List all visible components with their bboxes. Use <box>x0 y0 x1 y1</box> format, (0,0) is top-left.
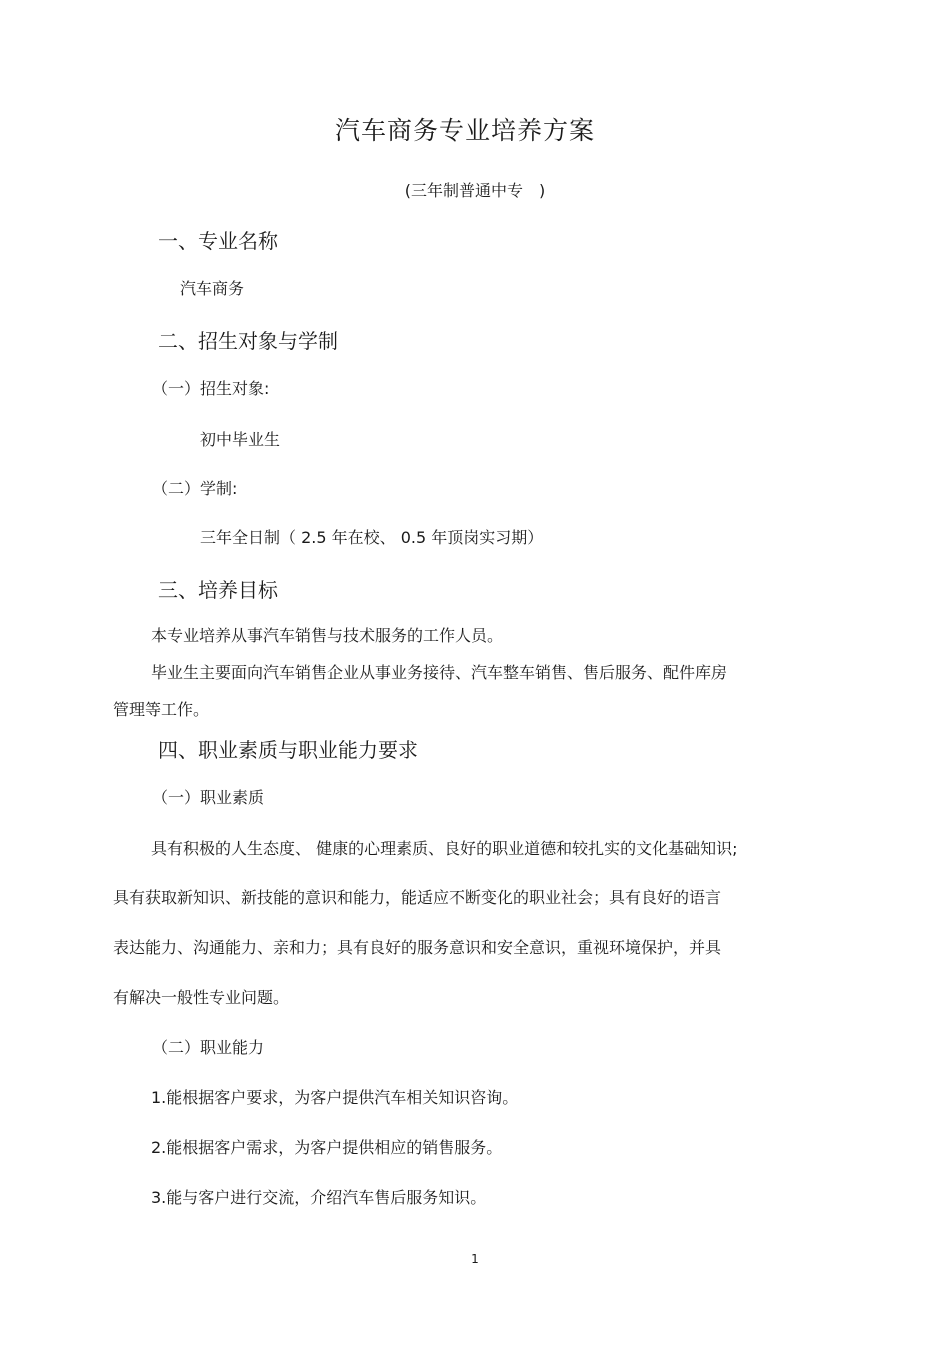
paragraph: 具有积极的人生态度、 健康的心理素质、良好的职业道德和较扎实的文化基础知识; <box>151 839 738 858</box>
document-subtitle: (三年制普通中专 ) <box>404 181 546 200</box>
subsection-heading: （二）学制: <box>152 479 238 498</box>
section-heading: 三、培养目标 <box>158 578 278 602</box>
paragraph: 具有获取新知识、新技能的意识和能力，能适应不断变化的职业社会；具有良好的语言 <box>113 888 722 907</box>
subsection-heading: （一）职业素质 <box>152 788 265 807</box>
subsection-heading: （二）职业能力 <box>152 1038 265 1057</box>
list-item: 1.能根据客户要求，为客户提供汽车相关知识咨询。 <box>151 1088 519 1107</box>
section-heading: 一、专业名称 <box>158 229 278 253</box>
page-number: 1 <box>471 1252 479 1266</box>
paragraph: 有解决一般性专业问题。 <box>113 988 290 1007</box>
section-heading: 二、招生对象与学制 <box>158 329 338 353</box>
list-item: 3.能与客户进行交流，介绍汽车售后服务知识。 <box>151 1188 487 1207</box>
paragraph: 汽车商务 <box>180 279 245 298</box>
paragraph: 管理等工作。 <box>113 700 210 719</box>
paragraph: 三年全日制（ 2.5 年在校、 0.5 年顶岗实习期） <box>200 528 544 547</box>
list-item: 2.能根据客户需求，为客户提供相应的销售服务。 <box>151 1138 503 1157</box>
section-heading: 四、职业素质与职业能力要求 <box>158 738 418 762</box>
subsection-heading: （一）招生对象: <box>152 379 270 398</box>
paragraph: 本专业培养从事汽车销售与技术服务的工作人员。 <box>151 626 504 645</box>
paragraph: 表达能力、沟通能力、亲和力；具有良好的服务意识和安全意识，重视环境保护，并具 <box>113 938 722 957</box>
paragraph: 初中毕业生 <box>200 430 281 449</box>
document-title: 汽车商务专业培养方案 <box>334 116 595 145</box>
paragraph: 毕业生主要面向汽车销售企业从事业务接待、汽车整车销售、售后服务、配件库房 <box>151 663 728 682</box>
